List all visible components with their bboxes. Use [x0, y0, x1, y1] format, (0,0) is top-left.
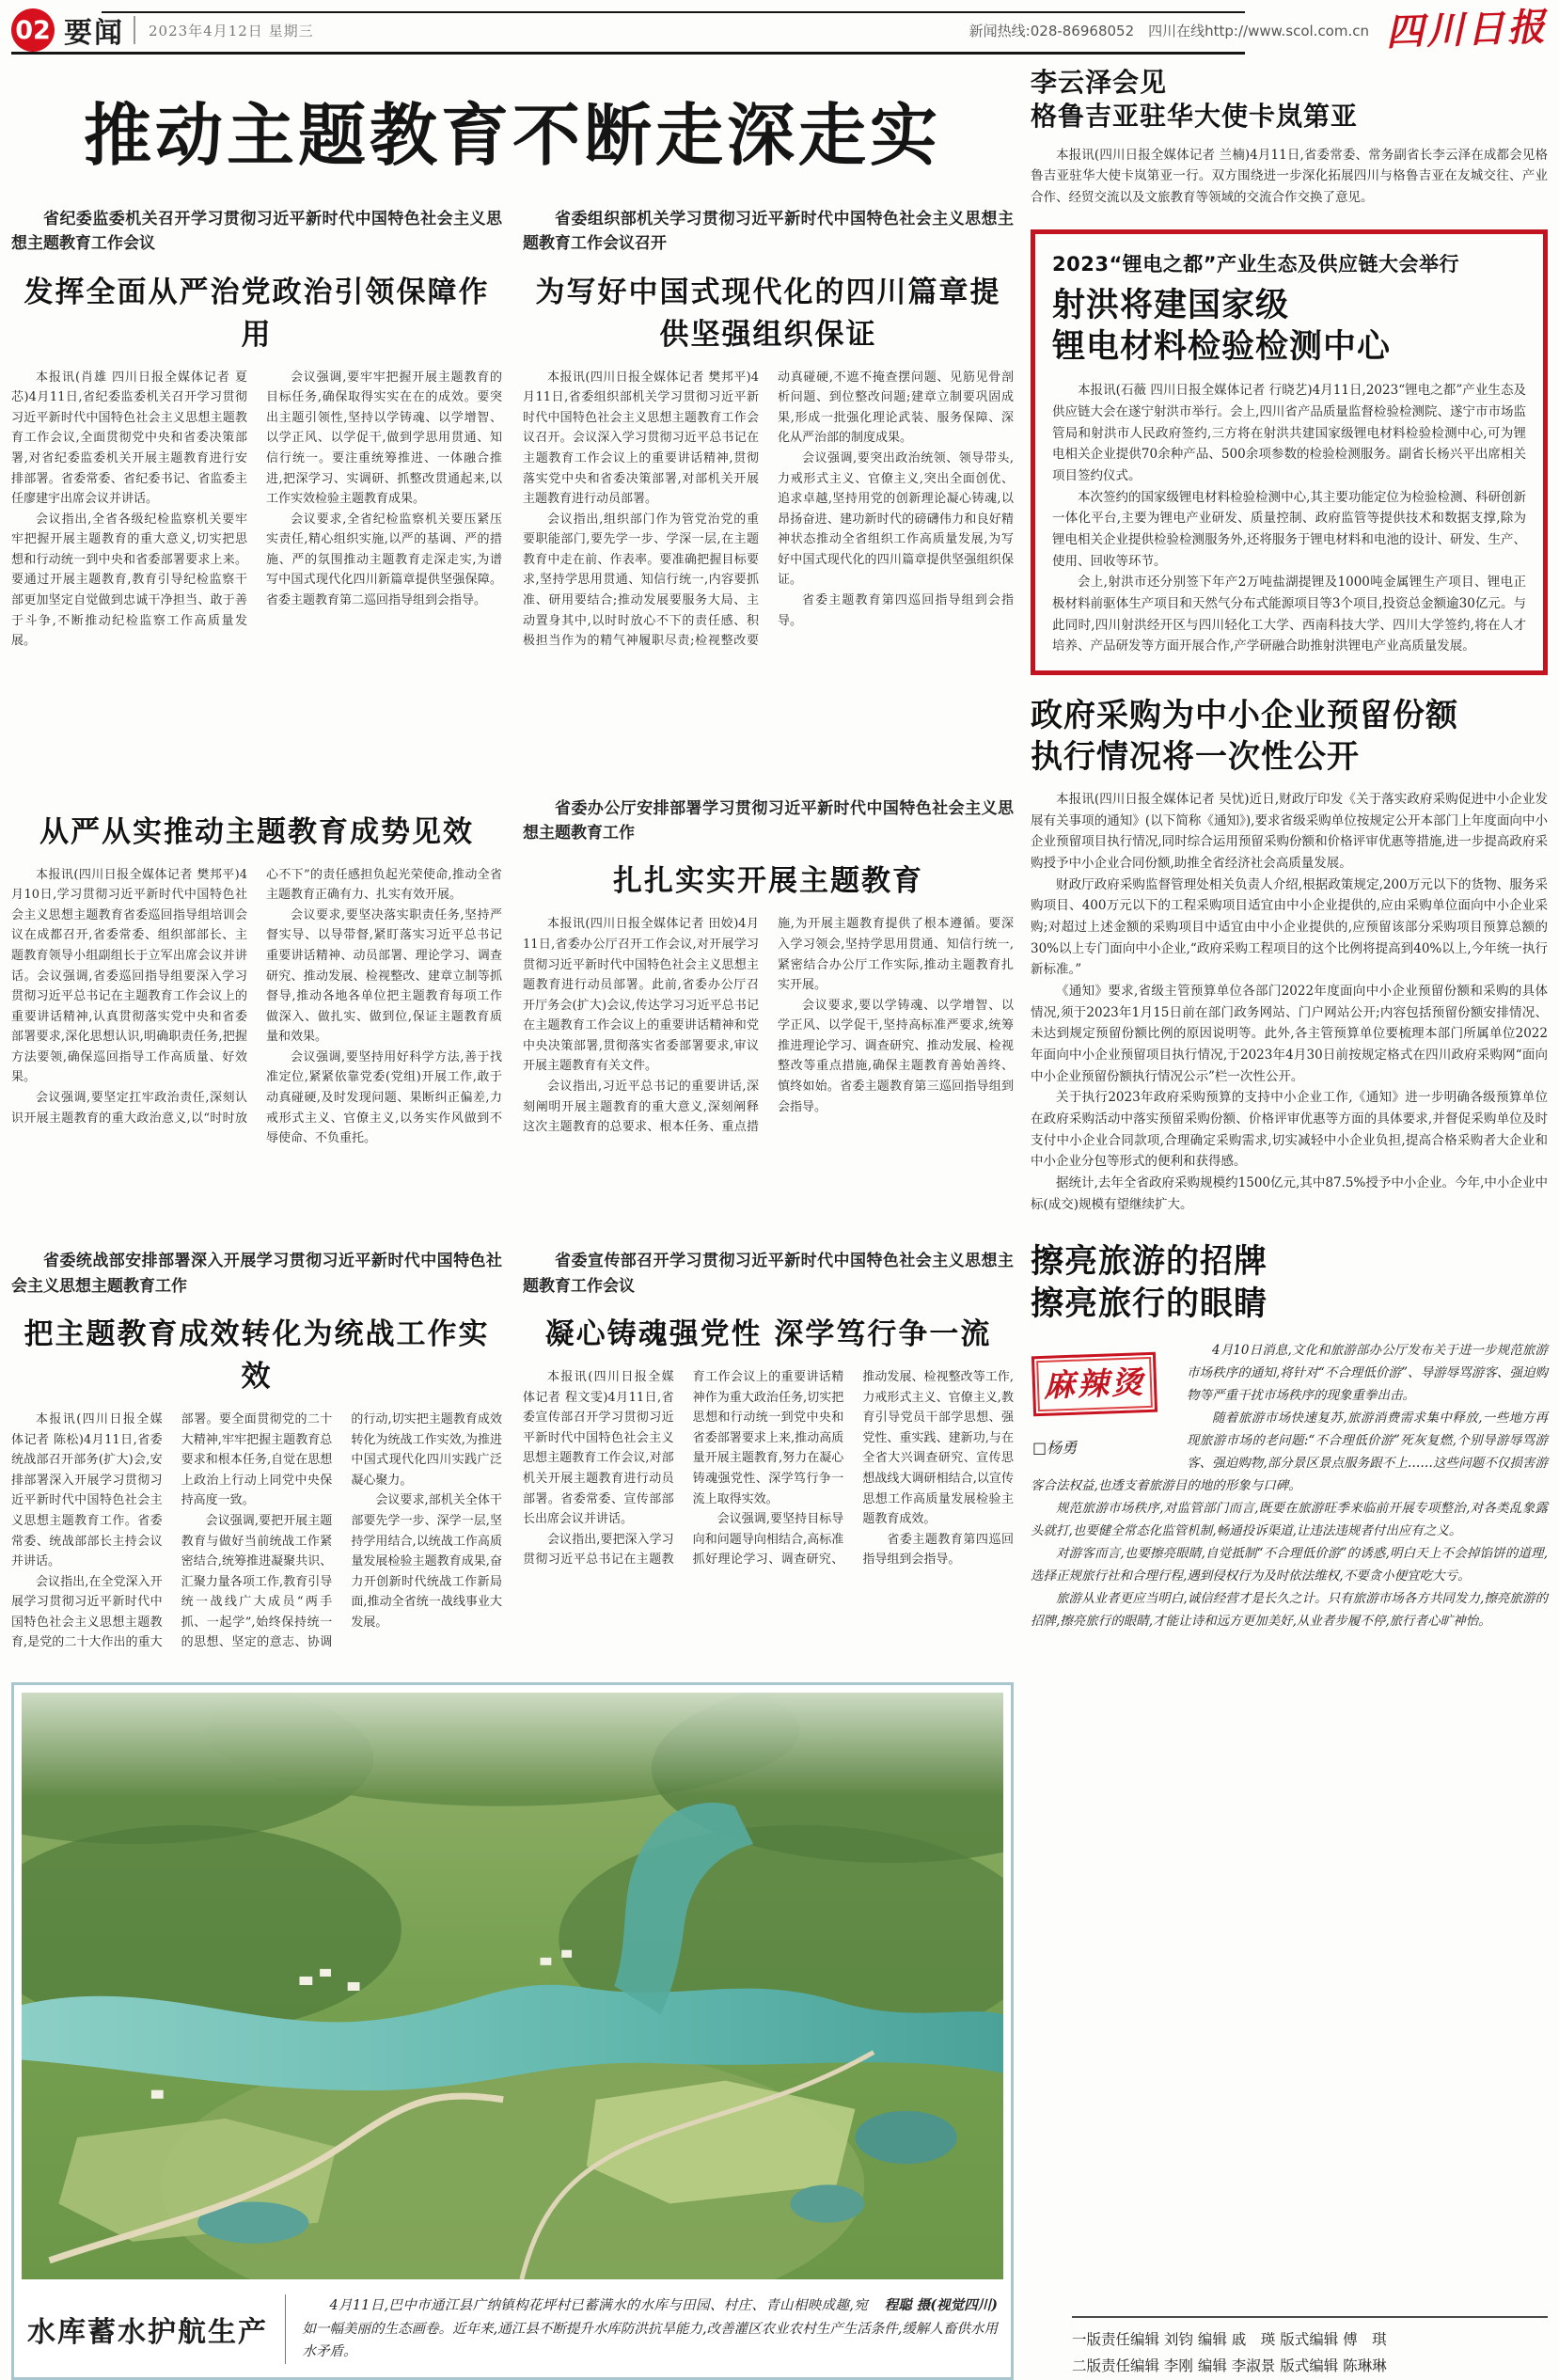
article-kicker: 2023“锂电之都”产业生态及供应链大会举行: [1052, 249, 1526, 277]
headline-line: 格鲁吉亚驻华大使卡岚第亚: [1031, 100, 1548, 134]
masthead-divider: [134, 16, 135, 44]
article-headline: 发挥全面从严治党政治引领保障作用: [11, 268, 502, 353]
article-united-front: [11, 1249, 502, 1673]
article-headline: 为写好中国式现代化的四川篇章提供坚强组织保证: [523, 268, 1014, 353]
paragraph: 会议要求,要坚决落实职责任务,坚持严督实导、以导带督,紧盯落实习近平总书记重要讲话精神、动员部署、理论学习、调查研究、推动发展、检视整改、建章立制等抓督导,推动各地各单位把主题教育每项工作做深入、做扎实、做到位,保证主题教育质量和效果。: [266, 906, 502, 1048]
article-kicker: 省委办公厅安排部署学习贯彻习近平新时代中国特色社会主义思想主题教育工作: [523, 796, 1014, 846]
article-headline: 从严从实推动主题教育成势见效: [11, 808, 502, 850]
paragraph: 会上,射洪市还分别签下年产2万吨盐湖提锂及1000吨金属锂生产项目、锂电正极材料前驱体生产项目和天然气分布式能源项目等3个项目,投资总金额逾30亿元。与此同时,四川射洪经开区与四川轻化工大学、西南科技大学、四川大学签约,将在人才培养、产品研发等方面开展合作,产学研融合助推射洪锂电产业高质量发展。: [1052, 572, 1526, 657]
article-grid: [11, 207, 1014, 1673]
paragraph: 本报讯(四川日报全媒体记者 樊邦平)4月10日,学习贯彻习近平新时代中国特色社会主义思想主题教育省委巡回指导组培训会议在成都召开,省委常委、组织部部长、主题教育领导小组副组长于立军出席会议并讲话。会议强调,省委巡回指导组要深入学习贯彻习近平总书记在主题教育工作会议上的重要讲话精神,认真贯彻落实党中央和省委部署要求,深化思想认识,明确职责任务,把握方法要领,确保巡回指导工作高质量、好效果。: [11, 865, 247, 1088]
masthead-date: 2023年4月12日 星期三: [149, 21, 314, 40]
article-kicker: 省纪委监委机关召开学习贯彻习近平新时代中国特色社会主义思想主题教育工作会议: [11, 207, 502, 257]
headline-line: 执行情况将一次性公开: [1031, 737, 1548, 779]
caption-body: 4月11日,巴中市通江县广纳镇构花坪村已蓄满水的水库与田园、村庄、青山相映成趣,宛如一幅美丽的生态画卷。近年来,通江县不断提升水库防洪抗旱能力,改善灌区农业农村生产生活条件,缓解人畜供水用水矛盾。: [302, 2298, 998, 2359]
article-headline: [1031, 66, 1548, 134]
headline-line: 擦亮旅行的眼睛: [1031, 1284, 1548, 1326]
article-body: [523, 368, 1014, 772]
article-ambassador-meeting: [1031, 66, 1548, 209]
footer-line: 一版责任编辑 刘钧 编辑 戚 瑛 版式编辑 傅 琪: [1072, 2327, 1548, 2354]
paragraph: 会议强调,要把开展主题教育与做好当前统战工作紧密结合,统筹推进凝聚共识、汇聚力量各项工作,教育引导统一战线广大成员“两手抓、一起学”,始终保持统一的思想、坚定的意志、协调的行动,切实把主题教育成效转化为统战工作实效,为推进中国式现代化四川实践广泛凝心聚力。: [181, 1410, 502, 1653]
photo-caption: [22, 2279, 1003, 2370]
article-body: [523, 1367, 1014, 1631]
paragraph: 本次签约的国家级锂电材料检验检测中心,其主要功能定位为检验检测、科研创新一体化平台,主要为锂电产业研发、质量控制、政府监管等提供技术和数据支撑,除为锂电相关企业提供检验检测服务外,还将服务于锂电材料和电池的设计、研发、生产、使用、回收等环节。: [1052, 487, 1526, 573]
article-body: [11, 368, 502, 772]
paragraph: 省委主题教育第四巡回指导组到会指导。: [862, 1530, 1014, 1570]
article-body: [11, 865, 502, 1204]
article-organization: [523, 207, 1014, 772]
headline-line: 政府采购为中小企业预留份额: [1031, 696, 1548, 737]
article-headline: 扎扎实实开展主题教育: [523, 857, 1014, 899]
paragraph: 对游客而言,也要擦亮眼睛,自觉抵制“不合理低价游”的诱惑,明白天上不会掉馅饼的道理,选择正规旅行社和合理行程,遇到侵权行为及时依法维权,不要贪小便宜吃大亏。: [1031, 1542, 1548, 1587]
article-lithium-redbox: [1031, 229, 1548, 675]
article-body: [523, 914, 1014, 1224]
sidebar-section: [1031, 66, 1548, 2380]
headline-line: 射洪将建国家级: [1052, 285, 1526, 327]
newspaper-page: [11, 0, 1548, 2255]
article-headline: 把主题教育成效转化为统战工作实效: [11, 1310, 502, 1395]
article-general-office: [523, 796, 1014, 1225]
paragraph: 本报讯(四川日报全媒体记者 程文雯)4月11日,省委宣传部召开学习贯彻习近平新时代中国特色社会主义思想主题教育工作会议,对部机关开展主题教育进行动员部署。省委常委、宣传部部长出席会议并讲话。: [523, 1367, 674, 1530]
paragraph: 省委主题教育第四巡回指导组到会指导。: [778, 591, 1014, 631]
masthead: [11, 6, 1548, 58]
paragraph: 本报讯(四川日报全媒体记者 陈松)4月11日,省委统战部召开部务(扩大)会,安排部署深入开展学习贯彻习近平新时代中国特色社会主义思想主题教育工作。省委常委、统战部部长主持会议并讲话。: [11, 1410, 163, 1572]
article-propaganda: [523, 1249, 1014, 1673]
paragraph: 随着旅游市场快速复苏,旅游消费需求集中释放,一些地方再现旅游市场的老问题:“不合理低价游”死灰复燃,个别导游辱骂游客、强迫购物,部分景区景点服务跟不上……这些问题不仅损害游客合法权益,也透支着旅游目的地的形象与口碑。: [1031, 1407, 1548, 1497]
caption-title: 水库蓄水护航生产: [27, 2309, 268, 2350]
article-body: [1031, 789, 1548, 1215]
article-headline: 凝心铸魂强党性 深学笃行争一流: [523, 1310, 1014, 1352]
paragraph: 会议指出,在全党深入开展学习贯彻习近平新时代中国特色社会主义思想主题教育,是党的二十大作出的重大部署。要全面贯彻党的二十大精神,牢牢把握主题教育总要求和根本任务,自觉在思想上政治上行动上同党中央保持高度一致。: [11, 1410, 332, 1653]
article-headline: [1031, 696, 1548, 778]
main-section: [11, 66, 1014, 2380]
paragraph: 会议指出,要把深入学习贯彻习近平总书记在主题教育工作会议上的重要讲话精神作为重大政治任务,切实把思想和行动统一到党中央和省委部署要求上来,推动高质量开展主题教育,努力在凝心铸魂强党性、深学笃行争一流上取得实效。: [523, 1367, 843, 1570]
paragraph: 旅游从业者更应当明白,诚信经营才是长久之计。只有旅游市场各方共同发力,擦亮旅游的招牌,擦亮旅行的眼睛,才能让诗和远方更加美好,从业者步履不停,旅行者心旷神怡。: [1031, 1587, 1548, 1632]
paragraph: 本报讯(肖雄 四川日报全媒体记者 夏芯)4月11日,省纪委监委机关召开学习贯彻习近平新时代中国特色社会主义思想主题教育工作会议,全面贯彻党中央和省委决策部署,对省纪委监委机关开展主题教育进行安排部署。省委常委、省纪委书记、省监委主任廖建宇出席会议并讲话。: [11, 368, 247, 510]
paragraph: 《通知》要求,省级主管预算单位各部门2022年度面向中小企业预留份额和采购的具体情况,须于2023年1月15日前在部门政务网站、门户网站公开;内容包括预留份额安排情况、未达到规定预留份额比例的原因说明等。此外,各主管预算单位要梳理本部门所属单位2022年面向中小企业预留项目执行情况,于2023年4月30日前按规定格式在四川政府采购网“面向中小企业预留份额执行情况公示”栏一次性公开。: [1031, 981, 1548, 1087]
paragraph: 关于执行2023年政府采购预算的支持中小企业工作,《通知》进一步明确各级预算单位在政府采购活动中落实预留采购份额、价格评审优惠等方面的具体要求,并督促采购单位及时支付中小企业合同款项,合理确定采购需求,切实减轻中小企业负担,提高合格采购者大企业和中小企业分包等形式的便利和获得感。: [1031, 1087, 1548, 1173]
article-headline: [1031, 1241, 1548, 1326]
paragraph: 4月10日消息,文化和旅游部办公厅发布关于进一步规范旅游市场秩序的通知,将针对“不合理低价游”、导游辱骂游客、强迫购物等严重干扰市场秩序的现象重拳出击。: [1031, 1339, 1548, 1407]
paragraph: 会议强调,要坚持用好科学方法,善于找准定位,紧紧依靠党委(党组)开展工作,敢于动真碰硬,及时发现问题、果断纠正偏差,力戒形式主义、官僚主义,以务实作风做到不辱使命、不负重托。: [266, 1048, 502, 1149]
headline-line: 擦亮旅游的招牌: [1031, 1241, 1548, 1284]
paragraph: 本报讯(四川日报全媒体记者 樊邦平)4月11日,省委组织部机关学习贯彻习近平新时代中国特色社会主义思想主题教育工作会议召开。会议深入学习贯彻习近平总书记在主题教育工作会议上的重要讲话精神,贯彻落实党中央和省委决策部署,对部机关开展主题教育进行动员部署。: [523, 368, 759, 510]
article-body: [1031, 145, 1548, 209]
paragraph: 规范旅游市场秩序,对监管部门而言,既要在旅游旺季来临前开展专项整治,对各类乱象露头就打,也要健全常态化监管机制,畅通投诉渠道,让违法违规者付出应有之义。: [1031, 1497, 1548, 1542]
article-tourism-commentary: [1031, 1236, 1548, 1632]
paragraph: 会议强调,要坚持目标导向和问题导向相结合,高标准抓好理论学习、调查研究、推动发展、检视整改等工作,力戒形式主义、官僚主义,教育引导党员干部学思想、强党性、重实践、建新功,与在全省大兴调查研究、宣传思想战线大调研相结合,以宣传思想工作高质量发展检验主题教育成效。: [693, 1367, 1014, 1570]
paragraph: 本报讯(石薇 四川日报全媒体记者 行晓艺)4月11日,2023“锂电之都”产业生态及供应链大会在遂宁射洪市举行。会上,四川省产品质量监督检验检测院、遂宁市市场监管局和射洪市人民政府签约,三方将在射洪共建国家级锂电材料检验检测中心,可为锂电相关企业提供70余种产品、500余项参数的检验检测服务。副省长杨兴平出席相关项目签约仪式。: [1052, 380, 1526, 486]
page-number-badge: 02: [11, 8, 55, 52]
article-body: [11, 1410, 502, 1673]
footer-line: 二版责任编辑 李刚 编辑 李淑景 版式编辑 陈琳琳: [1072, 2354, 1548, 2380]
paragraph: 会议强调,要突出政治统领、领导带头,力戒形式主义、官僚主义,突出全面创优、追求卓越,坚持用党的创新理论凝心铸魂,以昂扬奋进、建功新时代的磅礴伟力和良好精神状态推动全省组织工作高质量发展,为写好中国式现代化的四川篇章提供坚强组织保证。: [778, 449, 1014, 591]
article-body: [1031, 1339, 1548, 1632]
article-body: [1052, 380, 1526, 657]
paragraph: 本报讯(四川日报全媒体记者 田姣)4月11日,省委办公厅召开工作会议,对开展学习贯彻习近平新时代中国特色社会主义思想主题教育进行动员部署。此前,省委办公厅召开厅务会(扩大)会议,传达学习习近平总书记在主题教育工作会议上的重要讲话精神和党中央决策部署,贯彻落实省委部署要求,审议开展主题教育有关文件。: [523, 914, 759, 1077]
editors-footer: [1072, 2316, 1548, 2380]
paragraph: 财政厅政府采购监督管理处相关负责人介绍,根据政策规定,200万元以下的货物、服务采购项目、400万元以下的工程采购项目适宜由中小企业提供的,应由采购单位面向中小企业采购;对超过上述金额的采购项目中适宜由中小企业提供的,应预留该部分采购项目预算总额的30%以上专门面向中小企业,“政府采购工程项目的这个比例将提高到40%以上,今年统一执行新标准。”: [1031, 875, 1548, 981]
photo-credit: 程聪 摄(视觉四川): [885, 2294, 998, 2318]
column-stamp-block: [1032, 1354, 1173, 1461]
article-procurement: [1031, 696, 1548, 1215]
paragraph: 会议指出,全省各级纪检监察机关要牢牢把握开展主题教育的重大意义,切实把思想和行动统一到中央和省委部署要求上来。要通过开展主题教育,教育引导纪检监察干部更加坚定自觉做到忠诚干净担当、敢于善于斗争,不断推动纪检监察工作高质量发展。: [11, 510, 247, 652]
reservoir-aerial-photo: [22, 1693, 1003, 2279]
caption-text: [302, 2294, 998, 2364]
malatang-column-stamp: 麻辣烫: [1031, 1352, 1157, 1417]
newspaper-logo: 四川日报: [1385, 8, 1548, 52]
article-kicker: 省委宣传部召开学习贯彻习近平新时代中国特色社会主义思想主题教育工作会议: [523, 1249, 1014, 1299]
article-discipline: [11, 207, 502, 772]
paragraph: 会议强调,要牢牢把握开展主题教育的目标任务,确保取得实实在在的成效。要突出主题引领性,坚持以学铸魂、以学增智、以学正风、以学促干,做到学思用贯通、知信行统一。要注重统筹推进、一体融合推进,把深学习、实调研、抓整改贯通起来,以工作实效检验主题教育成果。: [266, 368, 502, 510]
paragraph: 会议指出,组织部门作为管党治党的重要职能部门,要先学一步、学深一层,在主题教育中走在前、作表率。要准确把握目标要求,坚持学思用贯通、知信行统一,内容要抓准、研用要结合;推动发展要服务大局、主动置身其中,以时时放心不下的责任感、积极担当作为的精气神履职尽责;检视整改要动真碰硬,不遮不掩查摆问题、见筋见骨剖析问题、到位整改问题;建章立制要巩固成果,形成一批强化理论武装、服务保障、深化从严治部的制度成果。: [523, 368, 1014, 652]
headline-line: 李云泽会见: [1031, 66, 1548, 100]
paragraph: 会议要求,要以学铸魂、以学增智、以学正风、以学促干,坚持高标准严要求,统筹推进理论学习、调查研究、推动发展、检视整改等重点措施,确保主题教育善始善终、慎终如始。省委主题教育第三巡回指导组到会指导。: [778, 996, 1014, 1117]
headline-line: 锂电材料检验检测中心: [1052, 326, 1526, 369]
banner-headline: 推动主题教育不断走深走实: [11, 81, 1014, 179]
paragraph: 本报讯(四川日报全媒体记者 吴忧)近日,财政厅印发《关于落实政府采购促进中小企业发展有关事项的通知》(以下简称《通知》),要求省级采购单位按规定公开本部门上年度面向中小企业预留项目执行情况,同时综合运用预留采购份额和价格评审优惠等措施,进一步提高政府采购授予中小企业合同份额,助推全省经济社会高质量发展。: [1031, 789, 1548, 875]
article-headline: [1052, 285, 1526, 370]
paragraph: 本报讯(四川日报全媒体记者 兰楠)4月11日,省委常委、常务副省长李云泽在成都会见格鲁吉亚驻华大使卡岚第亚一行。双方围绕进一步深化拓展四川与格鲁吉亚在友城交往、产业合作、经贸交流以及文旅教育等领域的交流合作交换了意见。: [1031, 145, 1548, 209]
section-name: 要闻: [64, 9, 124, 51]
paragraph: 会议强调,要坚定扛牢政治责任,深刻认识开展主题教育的重大政治意义,以“时时放心不下”的责任感担负起光荣使命,推动全省主题教育正确有力、扎实有效开展。: [11, 865, 502, 1149]
paragraph: 会议指出,习近平总书记的重要讲话,深刻阐明开展主题教育的重大意义,深刻阐释这次主题教育的总要求、根本任务、重点措施,为开展主题教育提供了根本遵循。要深入学习领会,坚持学思用贯通、知信行统一,紧密结合办公厅工作实际,推动主题教育扎实开展。: [523, 914, 1014, 1137]
article-kicker: 省委统战部安排部署深入开展学习贯彻习近平新时代中国特色社会主义思想主题教育工作: [11, 1249, 502, 1299]
article-guidance-groups: [11, 796, 502, 1225]
article-kicker: 省委组织部机关学习贯彻习近平新时代中国特色社会主义思想主题教育工作会议召开: [523, 207, 1014, 257]
paragraph: 据统计,去年全省政府采购规模约1500亿元,其中87.5%授予中小企业。今年,中小企业中标(成交)规模有望继续扩大。: [1031, 1173, 1548, 1215]
hotline-text: 新闻热线:028-86968052 四川在线http://www.scol.com.cn: [969, 21, 1369, 40]
paragraph: 会议要求,部机关全体干部要先学一步、深学一层,坚持学用结合,以统战工作高质量发展检验主题教育成果,奋力开创新时代统战工作新局面,推动全省统一战线事业大发展。: [351, 1490, 502, 1632]
photo-frame: [11, 1682, 1014, 2380]
paragraph: 会议要求,全省纪检监察机关要压紧压实责任,精心组织实施,以严的基调、严的措施、严的氛围推动主题教育走深走实,为谱写中国式现代化四川新篇章提供坚强保障。省委主题教育第二巡回指导组到会指导。: [266, 510, 502, 611]
column-author: □杨勇: [1032, 1435, 1173, 1461]
